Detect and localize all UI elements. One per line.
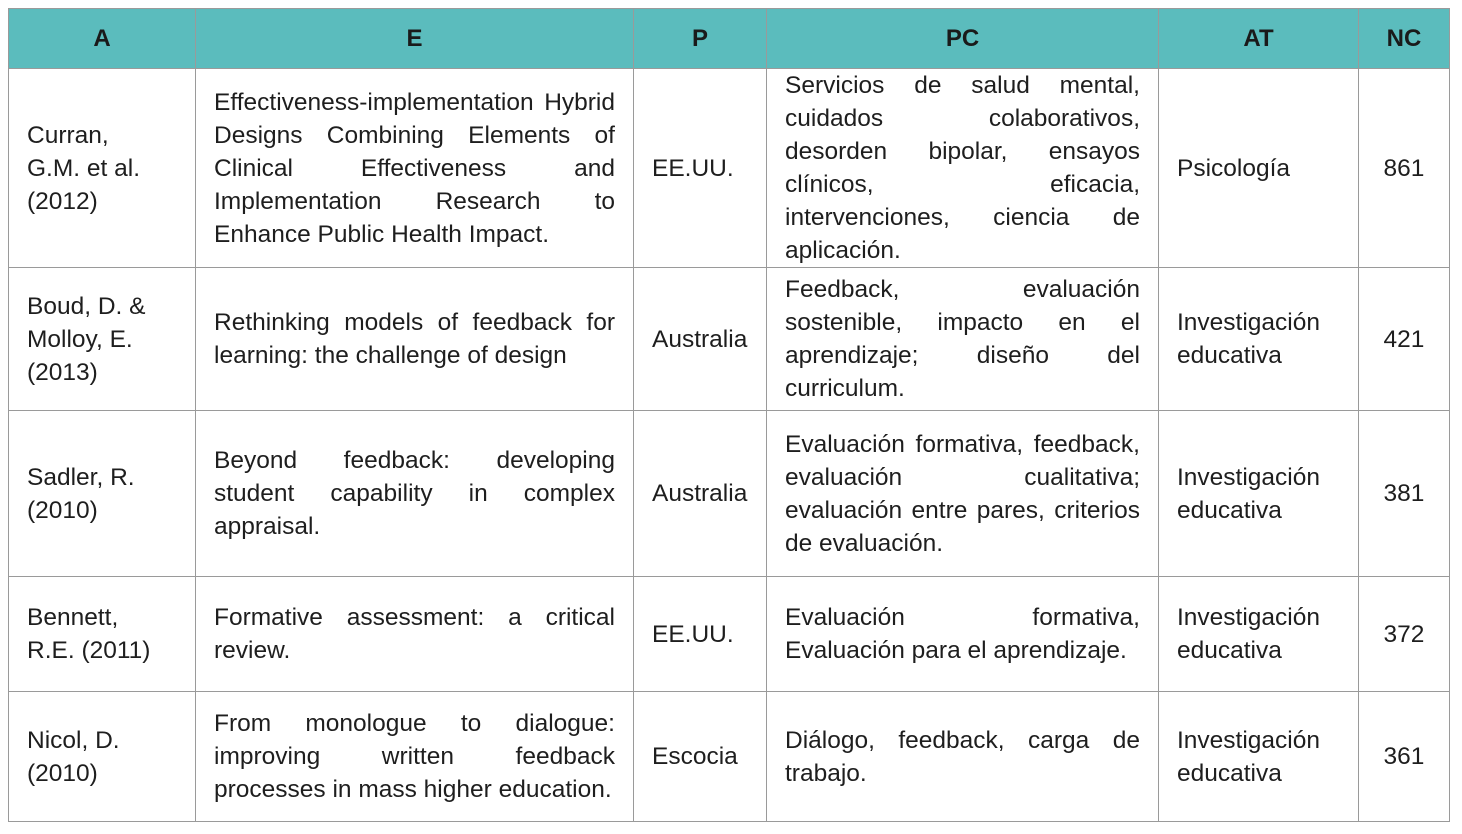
header-author: A xyxy=(9,9,196,69)
cell-author: Curran, G.M. et al. (2012) xyxy=(9,69,196,268)
cell-title: Formative assessment: a critical review. xyxy=(196,577,634,692)
cell-author: Sadler, R. (2010) xyxy=(9,411,196,577)
table-row xyxy=(9,411,1450,577)
cell-area: Investigación educativa xyxy=(1159,268,1359,411)
header-citations: NC xyxy=(1359,9,1450,69)
cell-country: Australia xyxy=(634,411,767,577)
cell-keywords: Evaluación formativa, feedback, evaluación cualitativa; evaluación entre pares, criterios de evaluación. xyxy=(767,411,1159,577)
cell-citations: 861 xyxy=(1359,69,1450,268)
cell-country: Australia xyxy=(634,268,767,411)
header-row xyxy=(9,9,1450,69)
literature-table xyxy=(8,8,1450,822)
table-row xyxy=(9,577,1450,692)
table-row xyxy=(9,268,1450,411)
cell-citations: 372 xyxy=(1359,577,1450,692)
cell-keywords: Feedback, evaluación sostenible, impacto en el aprendizaje; diseño del curriculum. xyxy=(767,268,1159,411)
cell-keywords: Diálogo, feedback, carga de trabajo. xyxy=(767,692,1159,822)
cell-title: Rethinking models of feedback for learning: the challenge of design xyxy=(196,268,634,411)
cell-citations: 421 xyxy=(1359,268,1450,411)
cell-title: Effectiveness-implementation Hybrid Designs Combining Elements of Clinical Effectiveness and Implementation Research to Enhance Public Health Impact. xyxy=(196,69,634,268)
header-title: E xyxy=(196,9,634,69)
cell-area: Psicología xyxy=(1159,69,1359,268)
cell-author: Nicol, D. (2010) xyxy=(9,692,196,822)
cell-country: EE.UU. xyxy=(634,69,767,268)
table-row xyxy=(9,69,1450,268)
header-area: AT xyxy=(1159,9,1359,69)
header-keywords: PC xyxy=(767,9,1159,69)
table-container xyxy=(8,8,1449,822)
cell-citations: 381 xyxy=(1359,411,1450,577)
cell-area: Investigación educativa xyxy=(1159,577,1359,692)
cell-citations: 361 xyxy=(1359,692,1450,822)
cell-title: From monologue to dialogue: improving written feedback processes in mass higher education. xyxy=(196,692,634,822)
table-row xyxy=(9,692,1450,822)
cell-keywords: Servicios de salud mental, cuidados colaborativos, desorden bipolar, ensayos clínicos, eficacia, intervenciones, ciencia de aplicación. xyxy=(767,69,1159,268)
cell-area: Investigación educativa xyxy=(1159,411,1359,577)
cell-area: Investigación educativa xyxy=(1159,692,1359,822)
cell-keywords: Evaluación formativa, Evaluación para el aprendizaje. xyxy=(767,577,1159,692)
cell-author: Bennett, R.E. (2011) xyxy=(9,577,196,692)
cell-title: Beyond feedback: developing student capability in complex appraisal. xyxy=(196,411,634,577)
header-country: P xyxy=(634,9,767,69)
cell-country: EE.UU. xyxy=(634,577,767,692)
table-header xyxy=(9,9,1450,69)
cell-author: Boud, D. & Molloy, E. (2013) xyxy=(9,268,196,411)
cell-country: Escocia xyxy=(634,692,767,822)
table-body xyxy=(9,69,1450,822)
